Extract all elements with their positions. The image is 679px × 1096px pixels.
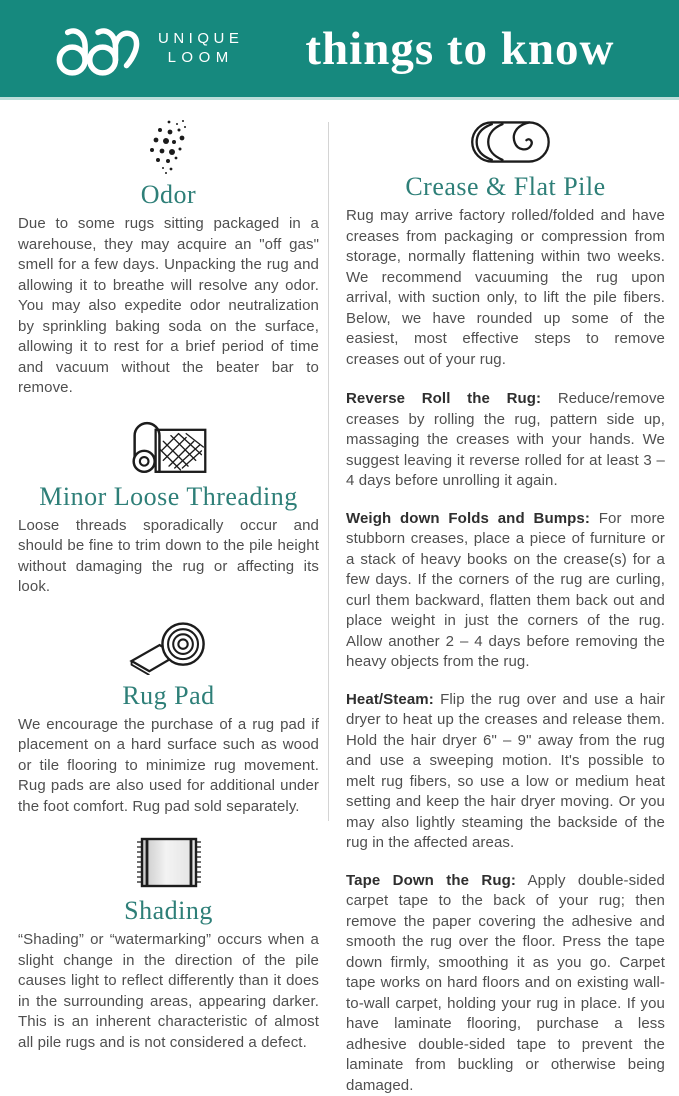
section-body-shading: “Shading” or “watermarking” occurs when a slight change in the direction of the pile causes light to reflect differently than it does in the surrounding areas, appearing darker. This is an inherent characteristic of almost all pile rugs and is not considered a defect. <box>18 930 319 1053</box>
section-body-rug-pad: We encourage the purchase of a rug pad if placement on a hard surface such as wood or tile flooring to minimize rug movement. Rug pads are also used for additional under the foot comfort. Rug pad sold separately. <box>18 715 319 818</box>
section-body-crease: Rug may arrive factory rolled/folded and have creases from packaging or compression from storage, normally flattening within two weeks. We recommend vacuuming the rug upon arrival, with suction only, to lift the pile fibers. Below, we have rounded up some of the easiest, most effective steps to remove creases out of your rug. <box>346 206 665 370</box>
tip-heat-steam <box>346 690 665 854</box>
section-body-odor: Due to some rugs sitting packaged in a warehouse, they may acquire an "off gas" smell for a few days. Unpacking the rug and allowing it to breathe will resolve any odor. You may also expedite odor neutralization by sprinkling baking soda on the surface, allowing it to rest for a brief period of time and vacuum without the beater bar to remove. <box>18 214 319 399</box>
tip-weigh-down-body: For more stubborn creases, place a piece of furniture or a stack of heavy books on the crease(s) for a few days. If the corners of the rug are curling, curl them backward, flatten them back out and place weight in just the corners of the rug. Allow another 2 – 4 days before removing the heavy objects from the rug. <box>346 510 665 671</box>
section-odor <box>18 118 319 399</box>
tip-reverse-roll-label: Reverse Roll the Rug: <box>346 390 541 407</box>
section-body-threading: Loose threads sporadically occur and should be fine to trim down to the pile height without damaging the rug or affecting its look. <box>18 516 319 598</box>
section-heading-odor: Odor <box>18 180 319 210</box>
section-heading-crease: Crease & Flat Pile <box>346 172 665 202</box>
content-area <box>0 100 679 821</box>
rolled-rug-icon <box>346 118 665 166</box>
left-column <box>18 118 319 821</box>
tip-weigh-down <box>346 509 665 673</box>
unrolling-rug-icon <box>18 418 319 476</box>
odor-particles-icon <box>18 118 319 174</box>
loom-loops-icon <box>52 18 144 80</box>
section-heading-threading: Minor Loose Threading <box>18 482 319 512</box>
tip-heat-steam-body: Flip the rug over and use a hair dryer to heat up the creases and release them. Hold the hair dryer 6" – 9" away from the rug and use a sweeping motion. It's possible to melt rug fibers, so use a low or medium heat setting and keep the hair dryer moving. Or you may also lightly steaming the backside of the rug in the affected areas. <box>346 691 665 852</box>
section-threading <box>18 418 319 598</box>
tip-weigh-down-label: Weigh down Folds and Bumps: <box>346 510 590 527</box>
brand-line2: LOOM <box>158 49 243 68</box>
tip-tape-down <box>346 871 665 1096</box>
brand-wordmark <box>158 30 243 68</box>
shaded-rug-icon <box>18 836 319 890</box>
tip-reverse-roll <box>346 389 665 492</box>
section-rug-pad <box>18 617 319 818</box>
unique-loom-logo <box>52 18 243 80</box>
page-title: things to know <box>305 22 614 76</box>
tip-reverse-roll-body: Reduce/remove creases by rolling the rug, pattern side up, massaging the creases with your hands. We suggest leaving it reverse rolled for at least 3 – 4 days before unrolling it again. <box>346 390 665 489</box>
section-shading <box>18 836 319 1053</box>
tip-heat-steam-label: Heat/Steam: <box>346 691 434 708</box>
brand-line1: UNIQUE <box>158 30 243 49</box>
section-heading-shading: Shading <box>18 896 319 926</box>
brand-header <box>0 0 679 100</box>
rug-pad-roll-icon <box>18 617 319 675</box>
tip-tape-down-label: Tape Down the Rug: <box>346 872 516 889</box>
right-column <box>329 118 665 821</box>
section-heading-rug-pad: Rug Pad <box>18 681 319 711</box>
tip-tape-down-body: Apply double-sided carpet tape to the back of your rug; then remove the paper covering the adhesive and smooth the rug over the floor. Press the tape down firmly, smoothing it as you go. Carpet tape works on hard floors and on existing wall-to-wall carpet, holding your rug in place. If you have laminate flooring, purchase a less adhesive double-sided tape to prevent the laminate from buckling or otherwise being damaged. <box>346 872 665 1094</box>
section-crease <box>346 118 665 370</box>
